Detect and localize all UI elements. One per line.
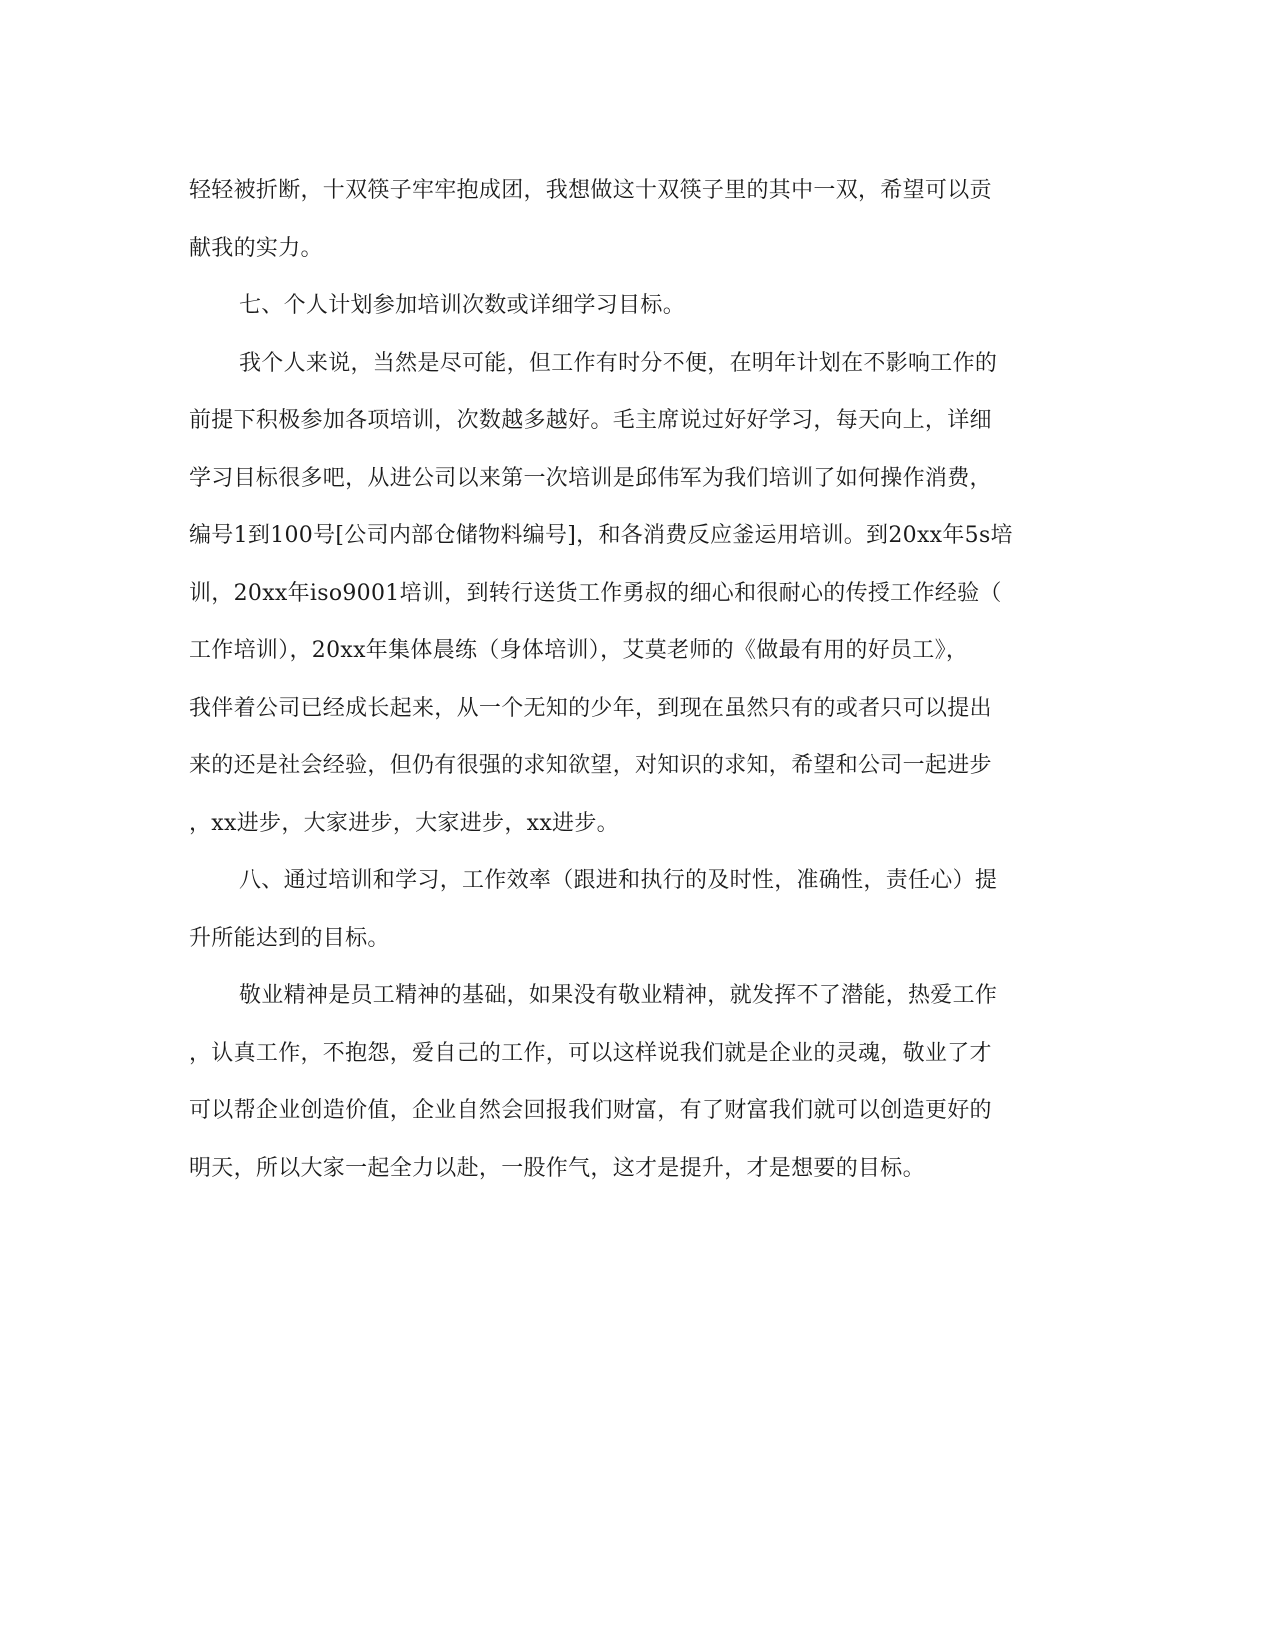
text-line-14: 升所能达到的目标。 [189, 925, 390, 951]
text-line-8: 训，20xx年iso9001培训，到转行送货工作勇叔的细心和很耐心的传授工作经验（ [189, 580, 1002, 606]
text-line-18: 明天，所以大家一起全力以赴，一股作气，这才是提升，才是想要的目标。 [189, 1155, 925, 1181]
text-line-9: 工作培训），20xx年集体晨练（身体培训），艾莫老师的《做最有用的好员工》， [189, 638, 969, 663]
text-line-7: 编号1到100号[公司内部仓储物料编号]，和各消费反应釜运用培训。到20xx年5s培 [189, 523, 1013, 548]
text-line-12: ，xx进步，大家进步，大家进步，xx进步。 [189, 810, 619, 836]
text-line-15: 敬业精神是员工精神的基础，如果没有敬业精神，就发挥不了潜能，热爱工作 [239, 983, 998, 1008]
text-line-11: 来的还是社会经验，但仍有很强的求知欲望，对知识的求知，希望和公司一起进步 [189, 753, 992, 778]
text-line-17: 可以帮企业创造价值，企业自然会回报我们财富，有了财富我们就可以创造更好的 [189, 1098, 992, 1123]
text-line-6: 学习目标很多吧，从进公司以来第一次培训是邱伟军为我们培训了如何操作消费， [189, 465, 992, 491]
text-line-5: 前提下积极参加各项培训，次数越多越好。毛主席说过好好学习，每天向上，详细 [189, 408, 992, 433]
section-heading-8: 八、通过培训和学习，工作效率（跟进和执行的及时性，准确性，责任心）提 [239, 868, 998, 893]
text-line-2: 献我的实力。 [189, 235, 323, 261]
text-line-1: 轻轻被折断，十双筷子牢牢抱成团，我想做这十双筷子里的其中一双，希望可以贡 [189, 178, 992, 203]
text-line-10: 我伴着公司已经成长起来，从一个无知的少年，到现在虽然只有的或者只可以提出 [189, 695, 992, 721]
text-line-16: ，认真工作，不抱怨，爱自己的工作，可以这样说我们就是企业的灵魂，敬业了才 [189, 1040, 992, 1066]
document-body [189, 162, 1082, 1197]
section-heading-7: 七、个人计划参加培训次数或详细学习目标。 [239, 293, 686, 318]
text-line-4: 我个人来说，当然是尽可能，但工作有时分不便，在明年计划在不影响工作的 [239, 350, 998, 376]
